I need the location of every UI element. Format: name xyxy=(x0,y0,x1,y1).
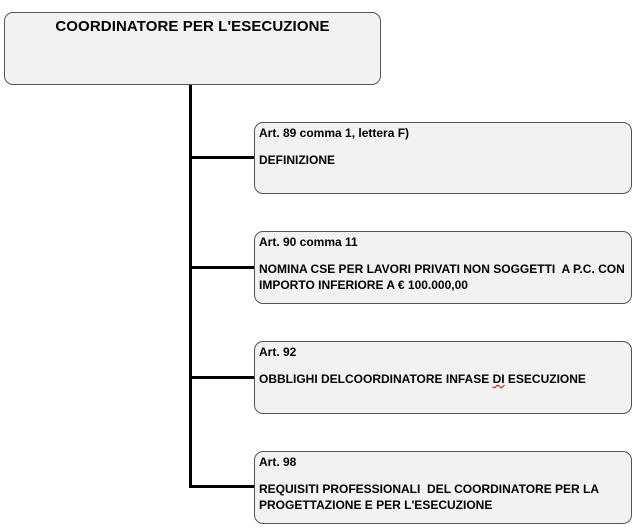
node-description: NOMINA CSE PER LAVORI PRIVATI NON SOGGETTI A P.C. CON IMPORTO INFERIORE A € 100.000,00 xyxy=(259,262,629,292)
branch-connector-3 xyxy=(189,376,255,379)
child-node-art-98 xyxy=(254,451,632,524)
root-node xyxy=(4,12,381,85)
article-reference: Art. 90 comma 11 xyxy=(259,235,358,249)
node-description xyxy=(259,371,627,387)
branch-connector-4 xyxy=(189,485,255,488)
branch-connector-1 xyxy=(189,156,255,159)
trunk-connector xyxy=(189,85,192,487)
child-node-art-90 xyxy=(254,231,632,304)
child-node-art-89 xyxy=(254,122,632,194)
node-description: DEFINIZIONE xyxy=(259,153,336,167)
spellcheck-flagged-word: DI xyxy=(492,372,505,386)
description-part: ESECUZIONE xyxy=(504,372,586,386)
article-reference: Art. 89 comma 1, lettera F) xyxy=(259,126,410,140)
child-node-art-92 xyxy=(254,341,632,414)
root-title: COORDINATORE PER L'ESECUZIONE xyxy=(55,18,330,35)
branch-connector-2 xyxy=(189,266,255,269)
article-reference: Art. 98 xyxy=(259,455,297,469)
article-reference: Art. 92 xyxy=(259,345,297,359)
node-description: REQUISITI PROFESSIONALI DEL COORDINATORE PER LA PROGETTAZIONE E PER L'ESECUZIONE xyxy=(259,482,602,512)
description-part: OBBLIGHI DELCOORDINATORE INFASE xyxy=(259,372,493,386)
